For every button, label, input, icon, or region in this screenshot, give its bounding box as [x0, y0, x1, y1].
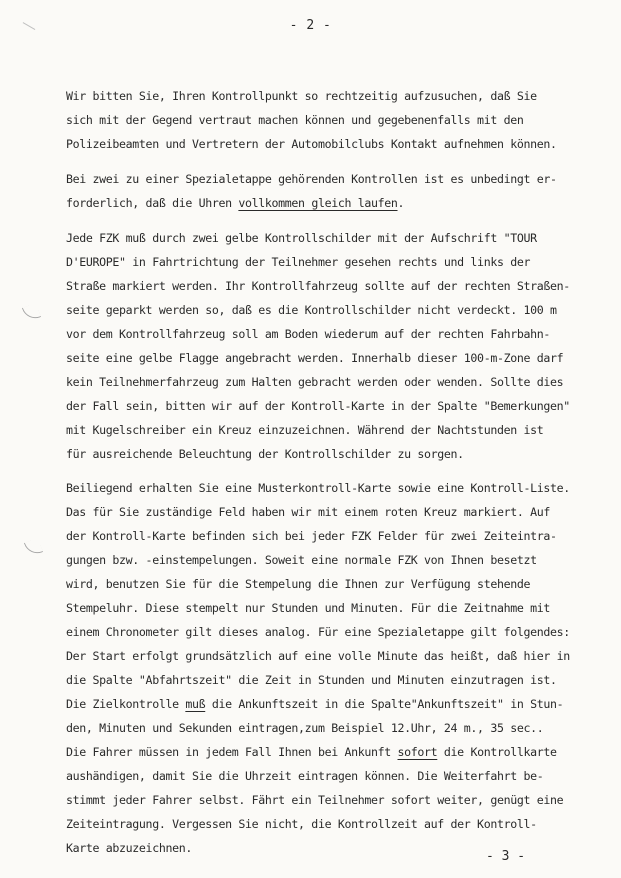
text-line [66, 394, 570, 418]
text-segment: seite eine gelbe Flagge angebracht werden. Innerhalb dieser 100-m-Zone darf [66, 351, 564, 365]
text-line [66, 620, 570, 644]
text-line [66, 740, 566, 764]
text-segment: Bei zwei zu einer Spezialetappe gehörenden Kontrollen ist es unbedingt er- [66, 172, 557, 186]
text-segment: Straße markiert werden. Ihr Kontrollfahrzeug sollte auf der rechten Straßen- [66, 279, 570, 293]
text-segment: Die Fahrer müssen in jedem Fall Ihnen bei Ankunft [66, 745, 398, 759]
text-line [66, 788, 566, 812]
text-line [66, 812, 566, 836]
text-segment: D'EUROPE" in Fahrtrichtung der Teilnehmer gesehen rechts und links der [66, 255, 531, 269]
text-segment: Der Start erfolgt grundsätzlich auf eine volle Minute das heißt, daß hier in [66, 649, 570, 663]
punch-hole-mark [22, 303, 41, 322]
text-line [66, 500, 566, 524]
text-segment: Jede FZK muß durch zwei gelbe Kontrollschilder mit der Aufschrift "TOUR [66, 231, 537, 245]
text-line [66, 346, 566, 370]
text-segment: Das für Sie zuständige Feld haben wir mit einem roten Kreuz markiert. Auf [66, 505, 550, 519]
text-segment: die Spalte "Abfahrtszeit" die Zeit in Stunden und Minuten einzutragen ist. [66, 673, 557, 687]
text-line [66, 322, 566, 346]
text-line [66, 250, 566, 274]
text-segment: Beiliegend erhalten Sie eine Musterkontroll-Karte sowie eine Kontroll-Liste. [66, 481, 570, 495]
text-line [66, 572, 566, 596]
text-segment: für ausreichende Beleuchtung der Kontrollschilder zu sorgen. [66, 447, 464, 461]
text-line [66, 298, 566, 322]
text-segment: Polizeibeamten und Vertretern der Automobilclubs Kontakt aufnehmen können. [66, 137, 557, 151]
text-segment: wird, benutzen Sie für die Stempelung die Ihnen zur Verfügung stehende [66, 577, 531, 591]
text-line [66, 524, 566, 548]
text-segment: Wir bitten Sie, Ihren Kontrollpunkt so rechtzeitig aufzusuchen, daß Sie [66, 89, 537, 103]
text-segment: die Kontrollkarte [437, 745, 557, 759]
text-segment: . [397, 196, 405, 210]
paragraph-gap [66, 466, 566, 476]
text-line [66, 668, 566, 692]
page-number-bottom: - 3 - [486, 849, 526, 864]
punch-hole-mark [24, 538, 43, 557]
text-line [66, 167, 566, 191]
text-line [66, 716, 566, 740]
paragraph [66, 226, 570, 466]
text-segment: Stempeluhr. Diese stempelt nur Stunden und Minuten. Für die Zeitnahme mit [66, 601, 550, 615]
text-segment: der Fall sein, bitten wir auf der Kontroll-Karte in der Spalte "Bemerkungen" [66, 399, 570, 413]
text-segment: sich mit der Gegend vertraut machen können und gegebenenfalls mit den [66, 113, 524, 127]
paragraph [66, 84, 566, 156]
text-segment: der Kontroll-Karte befinden sich bei jeder FZK Felder für zwei Zeiteintra- [66, 529, 557, 543]
text-line [66, 132, 566, 156]
text-segment: die Ankunftszeit in die Spalte"Ankunftszeit" in Stun- [205, 697, 564, 711]
paragraph-gap [66, 215, 566, 226]
text-line [66, 692, 566, 716]
paragraph [66, 476, 570, 860]
text-line [66, 370, 566, 394]
text-segment: seite geparkt werden so, daß es die Kontrollschilder nicht verdeckt. 100 m [66, 303, 557, 317]
paragraph-gap [66, 156, 566, 167]
text-line [66, 764, 566, 788]
text-segment: Karte abzuzeichnen. [66, 841, 192, 855]
text-segment: aushändigen, damit Sie die Uhrzeit eintragen können. Die Weiterfahrt be- [66, 769, 544, 783]
text-segment: den, Minuten und Sekunden eintragen,zum Beispiel 12.Uhr, 24 m., 35 sec.. [66, 721, 544, 735]
paragraph [66, 167, 566, 215]
underlined-text: muß [185, 697, 206, 711]
text-segment: vor dem Kontrollfahrzeug soll am Boden wiederum auf der rechten Fahrbahn- [66, 327, 550, 341]
text-line [66, 644, 570, 668]
text-line [66, 418, 566, 442]
text-segment: mit Kugelschreiber ein Kreuz einzuzeichnen. Während der Nachtstunden ist [66, 423, 544, 437]
text-line [66, 191, 566, 215]
page-number-top: - 2 - [289, 18, 332, 33]
text-segment: Zeiteintragung. Vergessen Sie nicht, die Kontrollzeit auf der Kontroll- [66, 817, 537, 831]
text-line [66, 442, 566, 466]
letter-body [66, 84, 570, 860]
text-segment: forderlich, daß die Uhren [66, 196, 239, 210]
text-line [66, 476, 570, 500]
text-line [66, 596, 566, 620]
text-line [66, 108, 566, 132]
text-line [66, 226, 566, 250]
underlined-text: vollkommen gleich laufen [238, 196, 398, 210]
underlined-text: sofort [397, 745, 438, 759]
text-segment: einem Chronometer gilt dieses analog. Für eine Spezialetappe gilt folgendes: [66, 625, 570, 639]
text-segment: stimmt jeder Fahrer selbst. Fährt ein Teilnehmer sofort weiter, genügt eine [66, 793, 564, 807]
text-segment: kein Teilnehmerfahrzeug zum Halten gebracht werden oder wenden. Sollte dies [66, 375, 564, 389]
text-line [66, 84, 566, 108]
text-line [66, 274, 570, 298]
text-line [66, 548, 566, 572]
text-segment: gungen bzw. -einstempelungen. Soweit eine normale FZK von Ihnen besetzt [66, 553, 537, 567]
text-segment: Die Zielkontrolle [66, 697, 186, 711]
